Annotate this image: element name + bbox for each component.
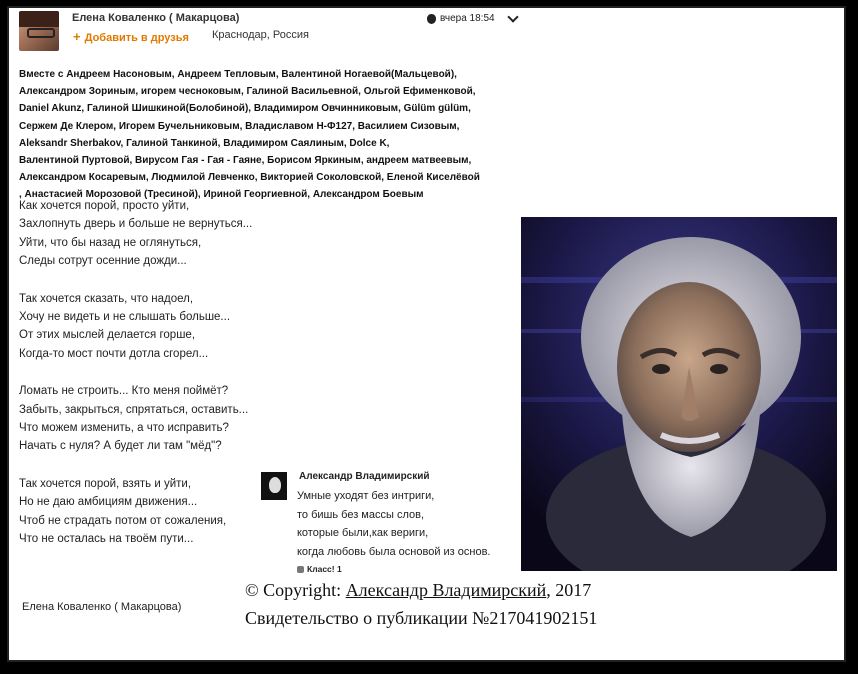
- post-meta: [427, 13, 517, 24]
- thumbs-up-icon: [297, 566, 304, 573]
- poem-line: Но не даю амбициям движения...: [19, 496, 198, 509]
- comment-text: [297, 487, 527, 561]
- poem-stanza: [19, 290, 289, 364]
- poem-line: Так хочется сказать, что надоел,: [19, 292, 194, 305]
- comment-line: то бишь без массы слов,: [297, 508, 424, 521]
- poem-line: Хочу не видеть и не слышать больше...: [19, 311, 231, 324]
- author-name[interactable]: Елена Коваленко ( Макарцова): [72, 12, 240, 24]
- copyright-author-link[interactable]: Александр Владимирский: [345, 580, 547, 600]
- avatar-glasses: [27, 28, 55, 38]
- comment-line: Умные уходят без интриги,: [297, 490, 435, 502]
- poem-line: Что можем изменить, а что исправить?: [19, 422, 229, 435]
- poem-line: Ломать не строить... Кто меня поймёт?: [19, 385, 229, 398]
- copyright-prefix: © Copyright:: [245, 580, 346, 600]
- poem-line: Уйти, что бы назад не оглянуться,: [19, 236, 202, 249]
- mentions-line: Валентиной Пуртовой, Вирусом Гая - Гая - Гаяне, Борисом Яркиным, андреем матвеевым,: [19, 155, 472, 167]
- plus-icon: +: [73, 29, 81, 44]
- author-location: Краснодар, Россия: [212, 29, 309, 41]
- comment-line: которые были,как вериги,: [297, 527, 429, 540]
- apple-icon: [427, 14, 436, 24]
- copyright-suffix: , 2017: [546, 580, 592, 600]
- portrait-image[interactable]: [521, 217, 837, 571]
- post-header: [19, 11, 839, 55]
- poem-line: Следы сотрут осенние дожди...: [19, 255, 187, 268]
- poem-line: Так хочется порой, взять и уйти,: [19, 477, 192, 490]
- mentions-line: Aleksandr Sherbakov, Галиной Танкиной, Владимиром Саялиным, Dolce K,: [19, 137, 390, 149]
- post-timestamp: вчера 18:54: [440, 13, 495, 24]
- comment-line: когда любовь была основой из основ.: [297, 545, 491, 558]
- post-frame: [7, 6, 846, 662]
- like-label: Класс! 1: [307, 564, 342, 574]
- footer-author-name: Елена Коваленко ( Макарцова): [22, 601, 182, 613]
- mentions-line: , Анастасией Морозовой (Тресиной), Ириной Георгиевной, Александром Боевым: [19, 189, 424, 201]
- like-button[interactable]: [297, 564, 342, 574]
- add-friend-label: Добавить в друзья: [84, 32, 189, 44]
- mentions-line: Александром Зориным, игорем чесноковым, Галиной Васильевной, Ольгой Ефименковой,: [19, 86, 476, 98]
- mentions-line: Daniel Akunz, Галиной Шишкиной(Болобиной), Владимиром Овчинниковым, Gülüm gülüm,: [19, 103, 471, 115]
- mentions-line: Вместе с Андреем Насоновым, Андреем Тепловым, Валентиной Ногаевой(Мальцевой),: [19, 69, 457, 80]
- poem-line: От этих мыслей делается горше,: [19, 329, 196, 342]
- poem-line: Захлопнуть дверь и больше не вернуться...: [19, 218, 253, 231]
- copyright-line: [245, 580, 591, 601]
- publication-certificate: Свидетельство о публикации №217041902151: [245, 608, 598, 628]
- commenter-avatar[interactable]: [261, 472, 287, 500]
- mentions-line: Сержем Де Клером, Игорем Бучельниковым, Владиславом Н-Ф127, Василием Сизовым,: [19, 120, 460, 132]
- author-avatar[interactable]: [19, 11, 59, 51]
- portrait-illustration: [521, 217, 837, 571]
- comment-author[interactable]: Александр Владимирский: [299, 471, 430, 482]
- poem-line: Что не осталась на твоём пути...: [19, 533, 194, 546]
- mentions-line: Александром Косаревым, Людмилой Левченко, Викторией Соколовской, Еленой Киселёвой: [19, 172, 480, 184]
- poem-stanza: [19, 197, 289, 271]
- add-friend-button[interactable]: [73, 29, 189, 44]
- poem-line: Когда-то мост почти дотла сгорел...: [19, 347, 209, 360]
- avatar-hair: [19, 11, 59, 27]
- poem-line: Чтоб не страдать потом от сожаления,: [19, 514, 227, 527]
- poem-line: Начать с нуля? А будет ли там "мёд"?: [19, 440, 222, 453]
- commenter-face: [269, 477, 281, 493]
- chevron-down-icon[interactable]: [507, 11, 518, 22]
- poem-stanza: [19, 475, 289, 549]
- poem-line: Как хочется порой, просто уйти,: [19, 200, 190, 212]
- poem-line: Забыть, закрыться, спрятаться, оставить...: [19, 403, 249, 416]
- poem-stanza: [19, 382, 289, 456]
- poem-text: [19, 197, 289, 568]
- mentions-block: [19, 66, 514, 204]
